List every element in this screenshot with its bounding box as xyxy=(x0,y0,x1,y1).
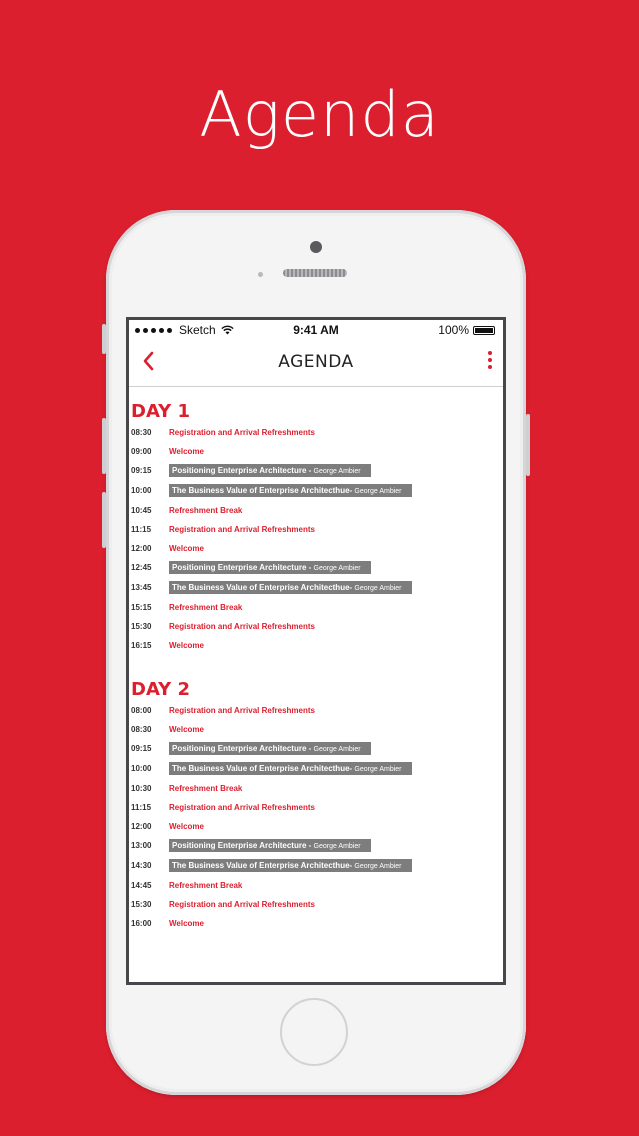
session-title-box xyxy=(169,484,412,497)
session-speaker: George Ambier xyxy=(313,468,361,475)
session-title: Positioning Enterprise Architecture xyxy=(172,466,307,475)
session-title: The Business Value of Enterprise Architecthue xyxy=(172,583,350,592)
item-title: Registration and Arrival Refreshments xyxy=(169,899,315,909)
agenda-item[interactable] xyxy=(131,839,503,852)
item-time: 09:15 xyxy=(131,466,152,475)
front-camera xyxy=(310,241,322,253)
agenda-item[interactable] xyxy=(131,898,503,910)
item-time: 13:45 xyxy=(131,583,152,592)
status-time: 9:41 AM xyxy=(293,323,339,337)
item-time: 09:00 xyxy=(131,446,152,456)
promo-title: Agenda xyxy=(199,78,440,151)
session-title: Positioning Enterprise Architecture xyxy=(172,563,307,572)
item-time: 10:45 xyxy=(131,505,152,515)
agenda-item[interactable] xyxy=(131,917,503,929)
battery-icon xyxy=(473,326,495,335)
session-title-box xyxy=(169,581,412,594)
agenda-item[interactable] xyxy=(131,782,503,794)
session-title: Positioning Enterprise Architecture xyxy=(172,841,307,850)
day-heading: DAY 1 xyxy=(131,401,190,422)
agenda-item[interactable] xyxy=(131,426,503,438)
battery-level-fill xyxy=(475,328,493,333)
item-title: Refreshment Break xyxy=(169,783,243,793)
app-screen xyxy=(126,317,506,985)
earpiece-speaker xyxy=(283,269,347,277)
agenda-item[interactable] xyxy=(131,484,503,497)
session-speaker: George Ambier xyxy=(313,565,361,572)
item-title: Registration and Arrival Refreshments xyxy=(169,621,315,631)
agenda-item[interactable] xyxy=(131,762,503,775)
item-title: Welcome xyxy=(169,821,204,831)
phone-frame xyxy=(106,210,526,1095)
more-vertical-icon[interactable] xyxy=(487,351,493,371)
session-separator: - xyxy=(306,563,314,572)
session-title-box xyxy=(169,839,371,852)
item-title: Registration and Arrival Refreshments xyxy=(169,705,315,715)
item-title: Refreshment Break xyxy=(169,602,243,612)
session-title: The Business Value of Enterprise Architecthue xyxy=(172,764,350,773)
agenda-item[interactable] xyxy=(131,742,503,755)
session-title-box xyxy=(169,859,412,872)
item-time: 16:00 xyxy=(131,918,152,928)
session-separator: - xyxy=(306,744,314,753)
item-time: 16:15 xyxy=(131,640,152,650)
item-title: Welcome xyxy=(169,918,204,928)
session-title: The Business Value of Enterprise Architecthue xyxy=(172,861,350,870)
agenda-item[interactable] xyxy=(131,523,503,535)
item-time: 12:00 xyxy=(131,543,152,553)
session-title-box xyxy=(169,464,371,477)
volume-down-button xyxy=(102,492,106,548)
session-title-box xyxy=(169,742,371,755)
item-time: 12:45 xyxy=(131,563,152,572)
item-title: Welcome xyxy=(169,446,204,456)
item-title: Welcome xyxy=(169,543,204,553)
session-title-box xyxy=(169,762,412,775)
agenda-item[interactable] xyxy=(131,542,503,554)
agenda-item[interactable] xyxy=(131,504,503,516)
carrier-name: Sketch xyxy=(179,323,216,337)
mute-switch xyxy=(102,324,106,354)
item-time: 08:30 xyxy=(131,427,152,437)
agenda-item[interactable] xyxy=(131,801,503,813)
status-bar xyxy=(129,320,503,340)
item-time: 14:45 xyxy=(131,880,152,890)
session-title: Positioning Enterprise Architecture xyxy=(172,744,307,753)
agenda-item[interactable] xyxy=(131,581,503,594)
item-title: Welcome xyxy=(169,640,204,650)
item-time: 10:00 xyxy=(131,764,152,773)
session-speaker: George Ambier xyxy=(354,766,402,773)
day-heading: DAY 2 xyxy=(131,679,190,700)
item-time: 08:00 xyxy=(131,705,152,715)
session-separator: - xyxy=(349,764,355,773)
session-speaker: George Ambier xyxy=(313,843,361,850)
item-time: 08:30 xyxy=(131,724,152,734)
nav-bar xyxy=(129,340,503,387)
item-title: Registration and Arrival Refreshments xyxy=(169,802,315,812)
item-title: Refreshment Break xyxy=(169,880,243,890)
session-separator: - xyxy=(306,466,314,475)
item-title: Refreshment Break xyxy=(169,505,243,515)
session-separator: - xyxy=(306,841,314,850)
item-time: 10:30 xyxy=(131,783,152,793)
session-speaker: George Ambier xyxy=(313,746,361,753)
item-time: 13:00 xyxy=(131,841,152,850)
agenda-item[interactable] xyxy=(131,464,503,477)
item-time: 12:00 xyxy=(131,821,152,831)
session-separator: - xyxy=(349,861,355,870)
volume-up-button xyxy=(102,418,106,474)
agenda-list xyxy=(129,387,503,929)
agenda-item[interactable] xyxy=(131,704,503,716)
home-button[interactable] xyxy=(280,998,348,1066)
item-time: 11:15 xyxy=(131,524,152,534)
session-title: The Business Value of Enterprise Architecthue xyxy=(172,486,350,495)
proximity-sensor xyxy=(258,272,263,277)
agenda-item[interactable] xyxy=(131,445,503,457)
session-separator: - xyxy=(349,486,355,495)
item-time: 14:30 xyxy=(131,861,152,870)
session-speaker: George Ambier xyxy=(354,488,402,495)
battery-status xyxy=(438,323,495,337)
item-title: Welcome xyxy=(169,724,204,734)
item-time: 10:00 xyxy=(131,486,152,495)
agenda-item[interactable] xyxy=(131,723,503,735)
power-button xyxy=(526,414,530,476)
agenda-item[interactable] xyxy=(131,820,503,832)
agenda-item[interactable] xyxy=(131,620,503,632)
item-title: Registration and Arrival Refreshments xyxy=(169,427,315,437)
agenda-item[interactable] xyxy=(131,639,503,651)
item-time: 09:15 xyxy=(131,744,152,753)
agenda-item[interactable] xyxy=(131,859,503,872)
item-title: Registration and Arrival Refreshments xyxy=(169,524,315,534)
page-title: AGENDA xyxy=(278,352,354,372)
session-speaker: George Ambier xyxy=(354,585,402,592)
session-title-box xyxy=(169,561,371,574)
item-time: 15:30 xyxy=(131,899,152,909)
session-separator: - xyxy=(349,583,355,592)
agenda-item[interactable] xyxy=(131,879,503,891)
day-section xyxy=(131,679,503,929)
day-section xyxy=(131,401,503,651)
agenda-item[interactable] xyxy=(131,601,503,613)
agenda-item[interactable] xyxy=(131,561,503,574)
item-time: 15:15 xyxy=(131,602,152,612)
item-time: 15:30 xyxy=(131,621,152,631)
item-time: 11:15 xyxy=(131,802,152,812)
session-speaker: George Ambier xyxy=(354,863,402,870)
battery-percent: 100% xyxy=(438,323,469,337)
